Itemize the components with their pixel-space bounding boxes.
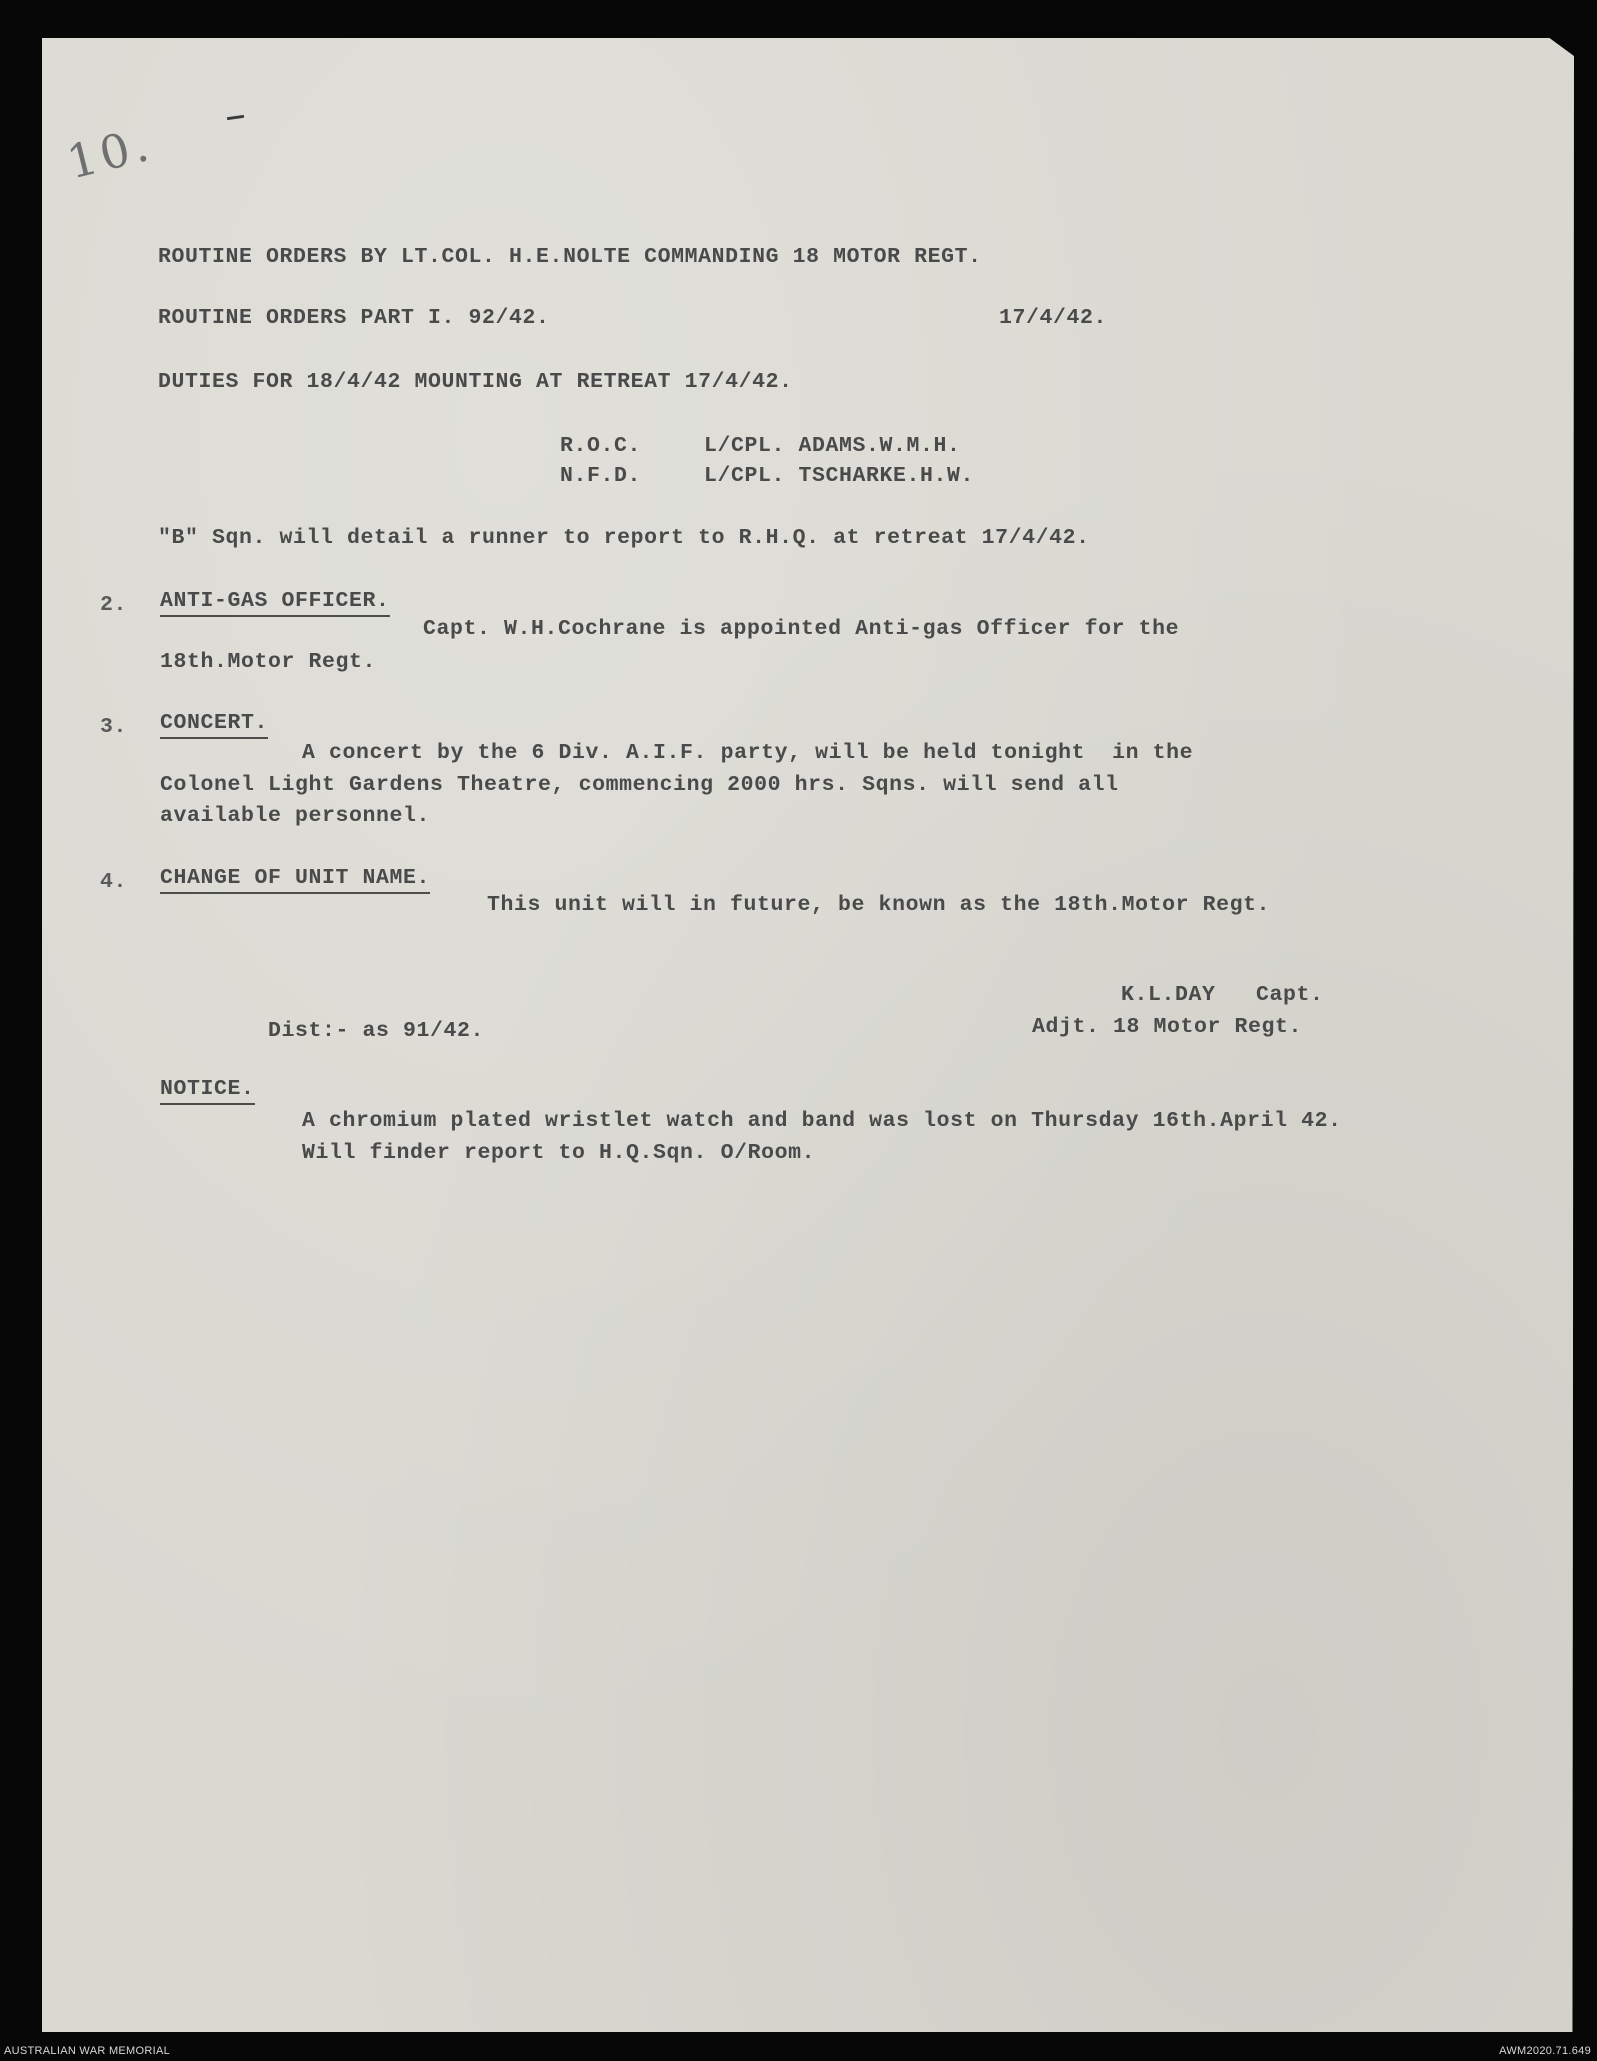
archive-reference: AWM2020.71.649 — [1499, 2045, 1591, 2057]
item-number: 2. — [100, 593, 128, 617]
orders-part: ROUTINE ORDERS PART I. 92/42. — [158, 306, 550, 330]
archive-credit: AUSTRALIAN WAR MEMORIAL — [4, 2045, 171, 2057]
item-heading: CONCERT. — [160, 713, 268, 739]
notice-text: A chromium plated wristlet watch and band was lost on Thursday 16th.April 42. — [302, 1109, 1342, 1133]
item-text: Colonel Light Gardens Theatre, commencing 2000 hrs. Sqns. will send all — [160, 773, 1119, 797]
item-heading: CHANGE OF UNIT NAME. — [160, 868, 430, 894]
item-text: This unit will in future, be known as the 18th.Motor Regt. — [487, 893, 1271, 917]
item-text: A concert by the 6 Div. A.I.F. party, will be held tonight in the — [302, 741, 1194, 765]
orders-date: 17/4/42. — [999, 306, 1108, 330]
handwritten-page-number: 10. — [61, 116, 158, 190]
duties-line: DUTIES FOR 18/4/42 MOUNTING AT RETREAT 17/4/42. — [158, 370, 793, 394]
item-number: 3. — [100, 715, 128, 739]
item-heading: ANTI-GAS OFFICER. — [160, 591, 390, 617]
notice-text: Will finder report to H.Q.Sqn. O/Room. — [302, 1141, 816, 1165]
signature-name: K.L.DAY Capt. — [1121, 983, 1324, 1007]
roster-name: L/CPL. ADAMS.W.M.H. — [704, 434, 961, 458]
roster-role: N.F.D. — [560, 464, 642, 488]
item-text: 18th.Motor Regt. — [160, 650, 377, 674]
item-number: 4. — [100, 870, 128, 894]
orders-title: ROUTINE ORDERS BY LT.COL. H.E.NOLTE COMMANDING 18 MOTOR REGT. — [158, 245, 982, 269]
item-text: available personnel. — [160, 804, 431, 828]
item-text: Capt. W.H.Cochrane is appointed Anti-gas Officer for the — [423, 617, 1180, 641]
roster-name: L/CPL. TSCHARKE.H.W. — [704, 464, 975, 488]
distribution: Dist:- as 91/42. — [268, 1019, 485, 1043]
notice-heading: NOTICE. — [160, 1079, 255, 1105]
runner-note: "B" Sqn. will detail a runner to report to R.H.Q. at retreat 17/4/42. — [158, 526, 1090, 550]
roster-role: R.O.C. — [560, 434, 642, 458]
signature-title: Adjt. 18 Motor Regt. — [1032, 1015, 1303, 1039]
